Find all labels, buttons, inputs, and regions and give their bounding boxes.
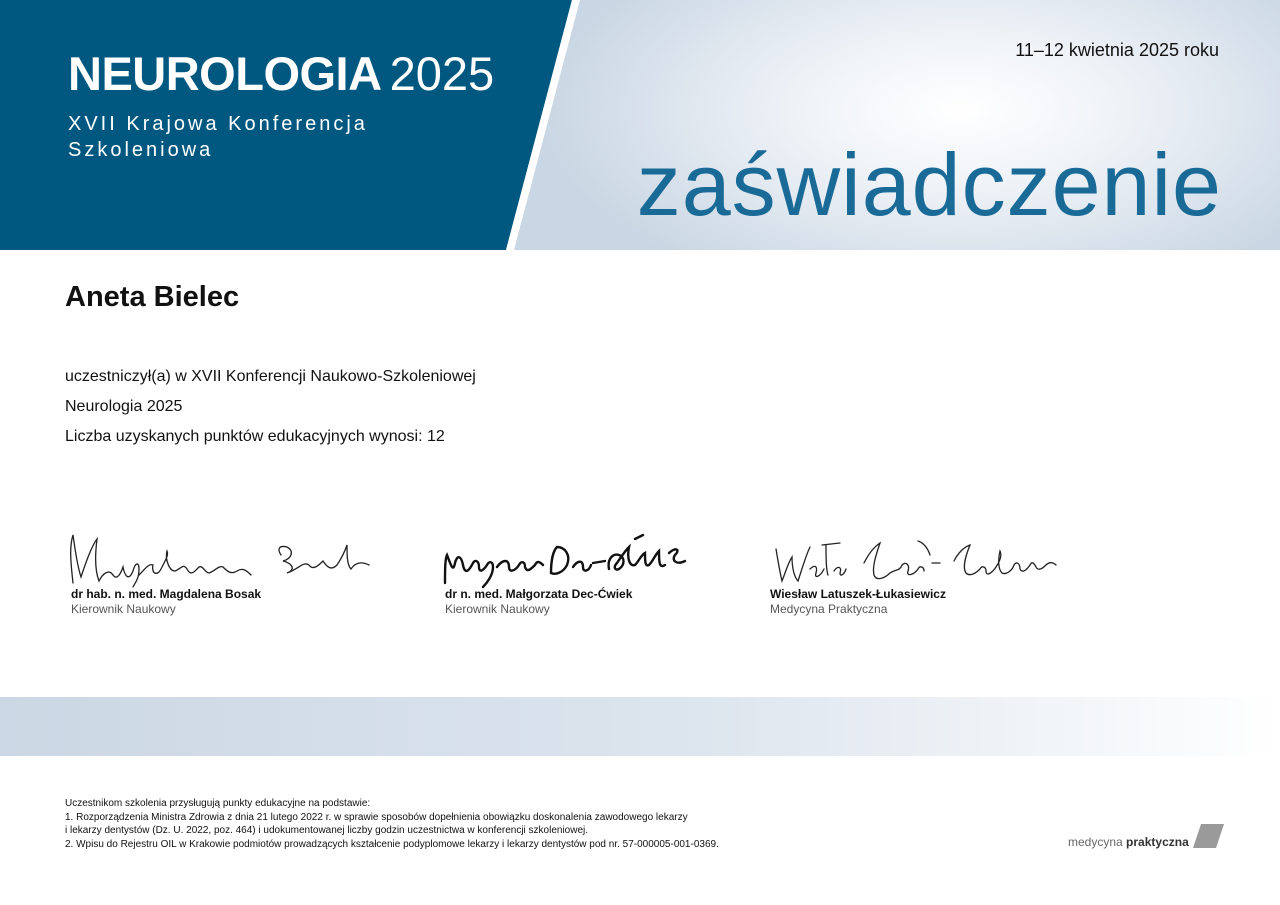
logo-text-bold: praktyczna xyxy=(1126,835,1189,849)
recipient-name: Aneta Bielec xyxy=(65,281,240,313)
legal-notice-line1: Uczestnikom szkolenia przysługują punkty edukacyjne na podstawie: xyxy=(65,798,371,809)
handwritten-signature-2 xyxy=(439,525,759,589)
conference-title-name: NEUROLOGIA xyxy=(68,47,382,100)
handwritten-signature-3 xyxy=(764,525,1084,589)
conference-title xyxy=(68,46,494,102)
certificate-heading: zaświadczenie xyxy=(636,135,1222,234)
education-points: Liczba uzyskanych punktów edukacyjnych wynosi: 12 xyxy=(65,428,445,445)
logo-wordmark xyxy=(1068,835,1189,849)
legal-notice-line2: 1. Rozporządzenia Ministra Zdrowia z dnia 21 lutego 2022 r. w sprawie sposobów dopełnienia obowiązku doskonalenia zawodowego lekarzy xyxy=(65,811,688,823)
signatory-name-3: Wiesław Latuszek-Łukasiewicz xyxy=(770,587,946,601)
conference-date: 11–12 kwietnia 2025 roku xyxy=(1015,40,1219,60)
signatory-name-1: dr hab. n. med. Magdalena Bosak xyxy=(71,587,262,601)
parallelogram-logo-icon xyxy=(1193,824,1224,848)
legal-notice-line3: i lekarzy dentystów (Dz. U. 2022, poz. 464) i udokumentowanej liczby godzin uczestnictwa w konferencji szkoleniowej. xyxy=(65,825,589,836)
certificate-header xyxy=(0,0,1280,250)
signatory-name-2: dr n. med. Małgorzata Dec-Ćwiek xyxy=(445,587,633,601)
medycyna-praktyczna-logo xyxy=(1068,824,1228,850)
handwritten-signature-1 xyxy=(65,525,385,589)
signatory-role-3: Medycyna Praktyczna xyxy=(770,602,888,616)
conference-subtitle xyxy=(68,111,428,163)
conference-title-year: 2025 xyxy=(389,47,495,100)
event-name: Neurologia 2025 xyxy=(65,398,183,415)
signatory-role-1: Kierownik Naukowy xyxy=(71,602,176,616)
conference-subtitle-line1: XVII Krajowa Konferencja xyxy=(68,113,368,135)
footer-gradient-band xyxy=(0,697,1280,756)
logo-text-light: medycyna xyxy=(1068,835,1123,849)
legal-notice-line4: 2. Wpisu do Rejestru OIL w Krakowie podmiotów prowadzących kształcenie podyplomowe lekarzy i lekarzy dentystów pod nr. 57-000005-001-0369. xyxy=(65,838,719,850)
participation-statement: uczestniczył(a) w XVII Konferencji Naukowo-Szkoleniowej xyxy=(65,368,476,385)
legal-notice xyxy=(65,797,719,851)
signatory-role-2: Kierownik Naukowy xyxy=(445,602,550,616)
conference-subtitle-line2: Szkoleniowa xyxy=(68,139,214,161)
